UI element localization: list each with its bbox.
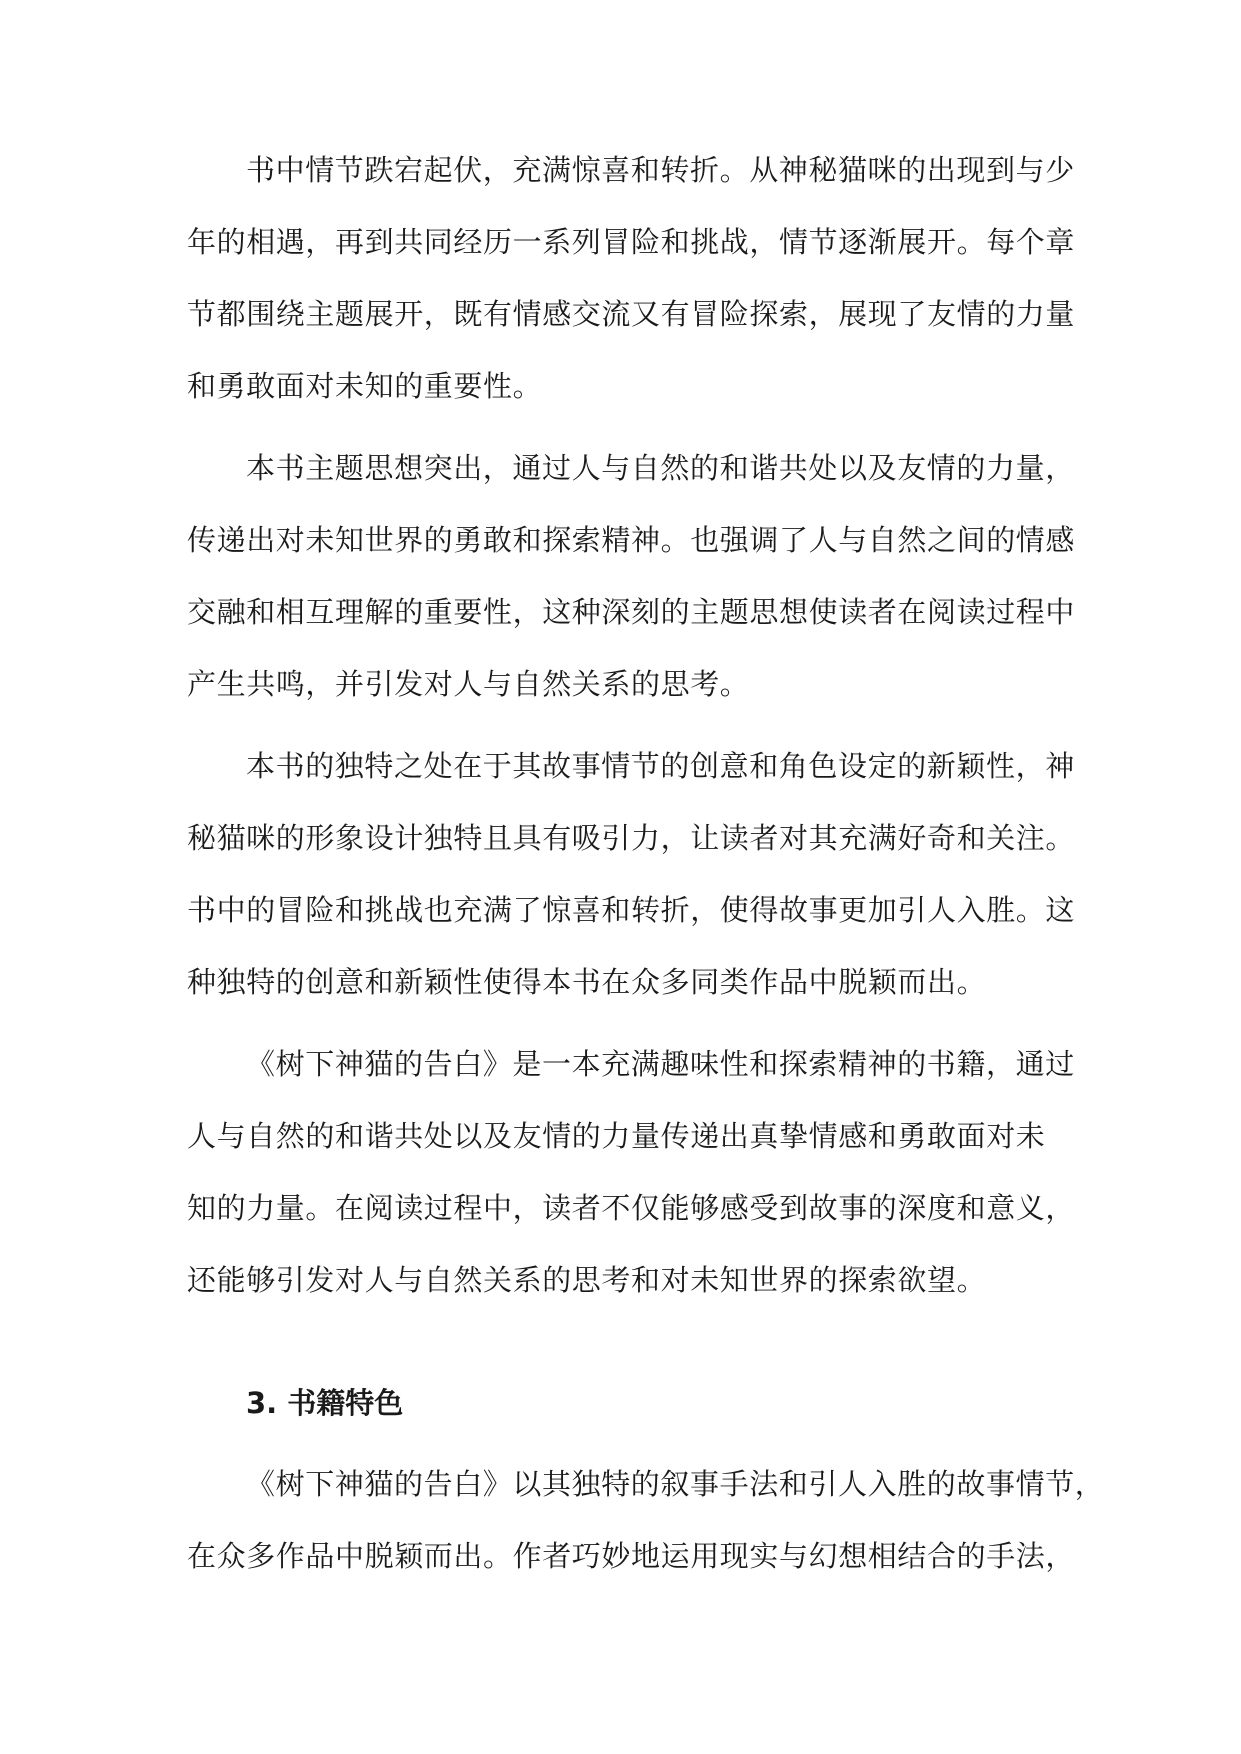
text-line: 节都围绕主题展开，既有情感交流又有冒险探索，展现了友情的力量: [187, 297, 1076, 331]
text-line: 年的相遇，再到共同经历一系列冒险和挑战，情节逐渐展开。每个章: [187, 225, 1076, 259]
text-line: 传递出对未知世界的勇敢和探索精神。也强调了人与自然之间的情感: [187, 523, 1076, 557]
text-line: 在众多作品中脱颖而出。作者巧妙地运用现实与幻想相结合的手法，: [187, 1539, 1076, 1573]
text-line: 书中情节跌宕起伏，充满惊喜和转折。从神秘猫咪的出现到与少: [246, 153, 1075, 187]
text-line: 交融和相互理解的重要性，这种深刻的主题思想使读者在阅读过程中: [187, 595, 1076, 629]
text-line: 《树下神猫的告白》是一本充满趣味性和探索精神的书籍，通过: [246, 1047, 1075, 1081]
text-line: 人与自然的和谐共处以及友情的力量传递出真挚情感和勇敢面对未: [187, 1119, 1046, 1153]
text-line: 本书主题思想突出，通过人与自然的和谐共处以及友情的力量，: [246, 451, 1075, 485]
text-line: 产生共鸣，并引发对人与自然关系的思考。: [187, 667, 750, 701]
section-heading: 3. 书籍特色: [246, 1386, 404, 1420]
text-line: 秘猫咪的形象设计独特且具有吸引力，让读者对其充满好奇和关注。: [187, 821, 1076, 855]
text-line: 《树下神猫的告白》以其独特的叙事手法和引人入胜的故事情节，: [246, 1467, 1105, 1501]
text-line: 知的力量。在阅读过程中，读者不仅能够感受到故事的深度和意义，: [187, 1191, 1076, 1225]
text-line: 书中的冒险和挑战也充满了惊喜和转折，使得故事更加引人入胜。这: [187, 893, 1076, 927]
text-line: 还能够引发对人与自然关系的思考和对未知世界的探索欲望。: [187, 1263, 987, 1297]
text-line: 种独特的创意和新颖性使得本书在众多同类作品中脱颖而出。: [187, 965, 987, 999]
text-line: 本书的独特之处在于其故事情节的创意和角色设定的新颖性，神: [246, 749, 1075, 783]
text-line: 和勇敢面对未知的重要性。: [187, 369, 543, 403]
